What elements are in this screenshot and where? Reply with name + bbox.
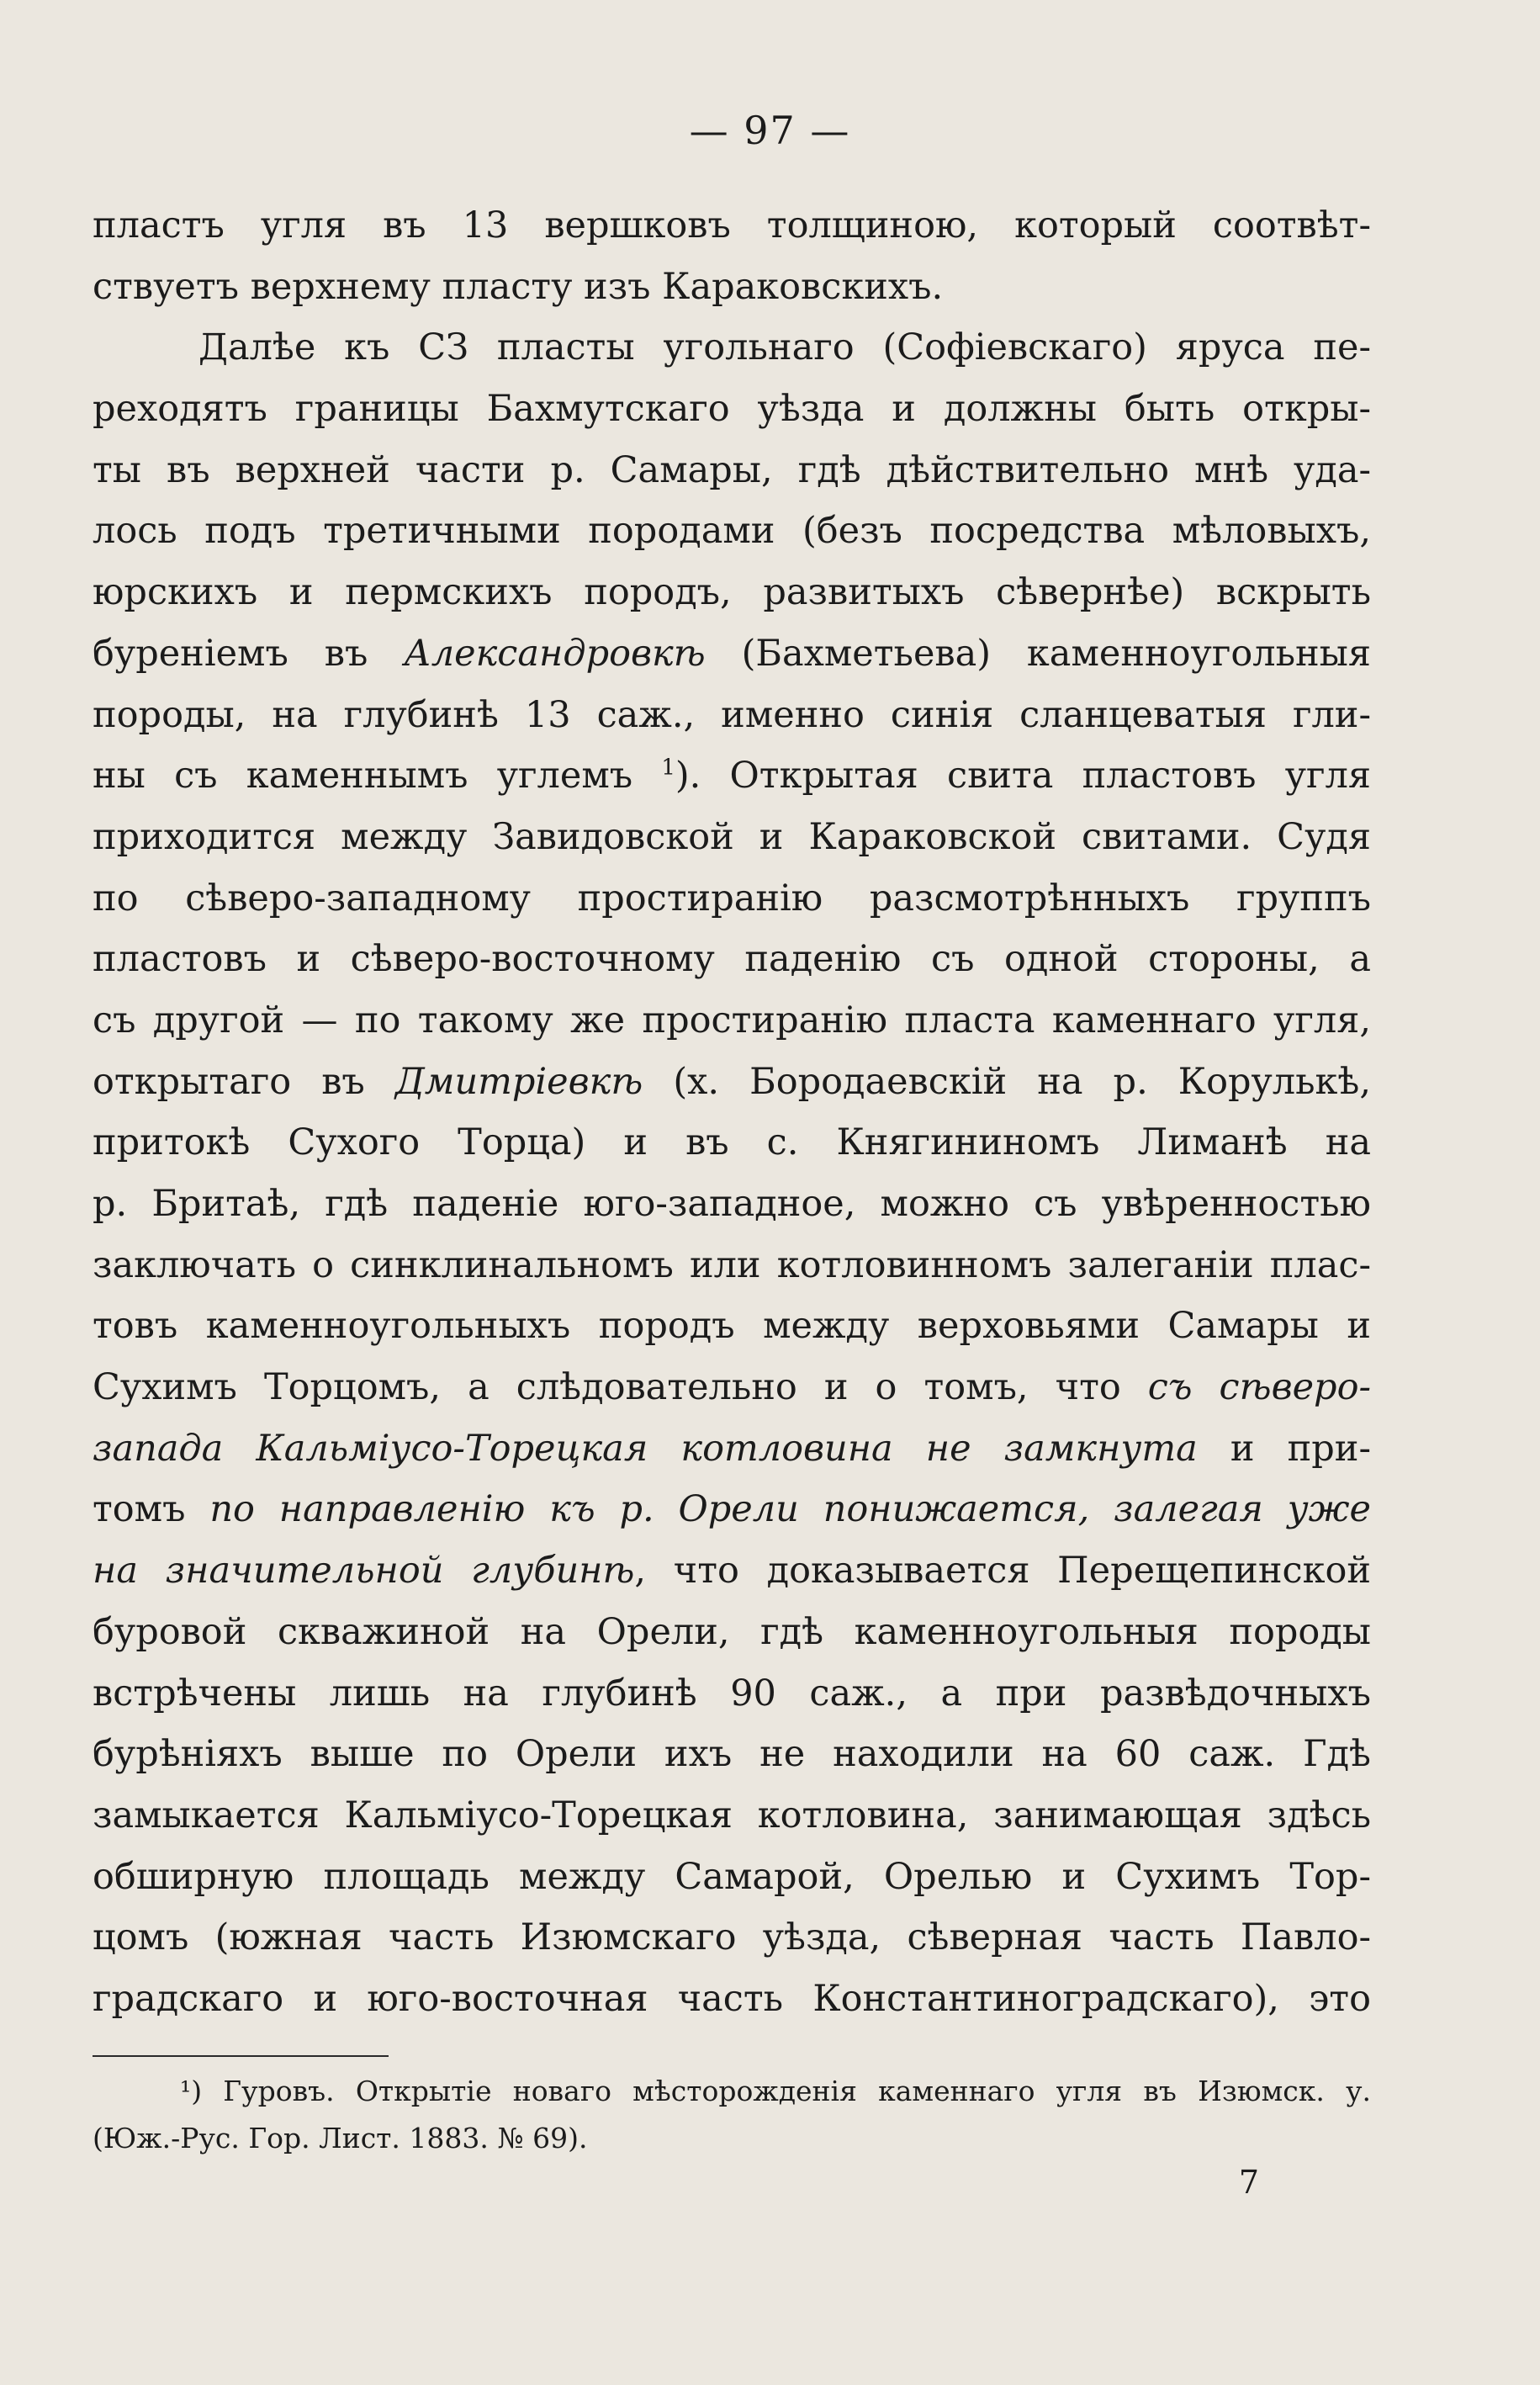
emphasis: на значительной глубинѣ [93, 1550, 635, 1593]
text-line: запада Кальміусо-Торецкая котловина не замкнута и при- [93, 1427, 1371, 1470]
text-line: ны съ каменнымъ углемъ $^1$). Открытая свита пластовъ угля [93, 755, 1371, 798]
emphasis: по направленію къ р. Орели понижается, залегая уже [209, 1488, 1372, 1531]
footnote-line: ¹) Гуровъ. Открытіе новаго мѣсторожденія каменнаго угля въ Изюмск. у. [180, 2075, 1371, 2107]
text-line: притокѣ Сухого Торца) и въ с. Княгининомъ Лиманѣ на [93, 1121, 1371, 1164]
signature-mark: 7 [1238, 2164, 1260, 2201]
text-line: ствуетъ верхнему пласту изъ Караковскихъ. [93, 265, 944, 308]
text-line: ты въ верхней части р. Самары, гдѣ дѣйствительно мнѣ уда- [93, 448, 1371, 491]
place-name: Александровкѣ [404, 632, 706, 675]
text-line: встрѣчены лишь на глубинѣ 90 саж., а при развѣдочныхъ [93, 1672, 1371, 1715]
text-line: томъ по направленію къ р. Орели понижается, залегая уже [93, 1488, 1372, 1531]
footnote-line: (Юж.-Рус. Гор. Лист. 1883. № 69). [93, 2122, 588, 2154]
text-line: товъ каменноугольныхъ породъ между верховьями Самары и [93, 1305, 1371, 1348]
text-line: лось подъ третичными породами (безъ посредства мѣловыхъ, [93, 510, 1371, 553]
text-line: съ другой — по такому же простиранію пласта каменнаго угля, [93, 999, 1371, 1041]
place-name: Дмитріевкѣ [394, 1060, 643, 1103]
text-line: заключать о синклинальномъ или котловинномъ залеганіи плас- [93, 1243, 1371, 1286]
text-line: замыкается Кальміусо-Торецкая котловина, занимающая здѣсь [93, 1794, 1371, 1836]
footnote-divider [93, 2055, 389, 2057]
text-line: реходятъ границы Бахмутскаго уѣзда и должны быть откры- [93, 388, 1371, 431]
footnote [93, 2068, 1371, 2162]
text-line: породы, на глубинѣ 13 саж., именно синія сланцеватыя гли- [93, 693, 1371, 736]
text-line: открытаго въ Дмитріевкѣ (х. Бородаевскій на р. Корулькѣ, [93, 1060, 1371, 1103]
text-line: р. Бритаѣ, гдѣ паденіе юго-западное, можно съ увѣренностью [93, 1183, 1371, 1225]
text-line: пластъ угля въ 13 вершковъ толщиною, который соотвѣт- [93, 204, 1371, 246]
text-line: обширную площадь между Самарой, Орелью и Сухимъ Тор- [93, 1855, 1371, 1898]
text-line: буровой скважиной на Орели, гдѣ каменноугольныя породы [93, 1610, 1371, 1653]
text-line: Далѣе къ СЗ пласты угольнаго (Софіевскаго) яруса пе- [198, 326, 1371, 369]
text-line: Сухимъ Торцомъ, а слѣдовательно и о томъ, что съ сѣверо- [93, 1366, 1371, 1409]
text-line: на значительной глубинѣ, что доказывается Перещепинской [93, 1550, 1372, 1593]
text-line: пластовъ и сѣверо-восточному паденію съ одной стороны, а [93, 938, 1371, 981]
text-line: градскаго и юго-восточная часть Константиноградскаго), это [93, 1977, 1371, 2020]
body-text [93, 195, 1371, 2030]
text-line: буреніемъ въ Александровкѣ (Бахметьева) каменноугольныя [93, 632, 1371, 675]
text-line: приходится между Завидовской и Караковской свитами. Судя [93, 815, 1371, 858]
text-line: юрскихъ и пермскихъ породъ, развитыхъ сѣвернѣе) вскрыть [93, 571, 1371, 614]
footnote-ref: 1 [661, 755, 675, 781]
emphasis: съ сѣверо- [1147, 1366, 1371, 1409]
text-line: по сѣверо-западному простиранію разсмотрѣнныхъ группъ [93, 877, 1371, 920]
text-line: цомъ (южная часть Изюмскаго уѣзда, сѣверная часть Павло- [93, 1916, 1371, 1959]
text-line: бурѣніяхъ выше по Орели ихъ не находили на 60 саж. Гдѣ [93, 1733, 1371, 1776]
emphasis: запада Кальміусо-Торецкая котловина не замкнута [93, 1427, 1198, 1470]
page-number: — 97 — [689, 108, 851, 153]
